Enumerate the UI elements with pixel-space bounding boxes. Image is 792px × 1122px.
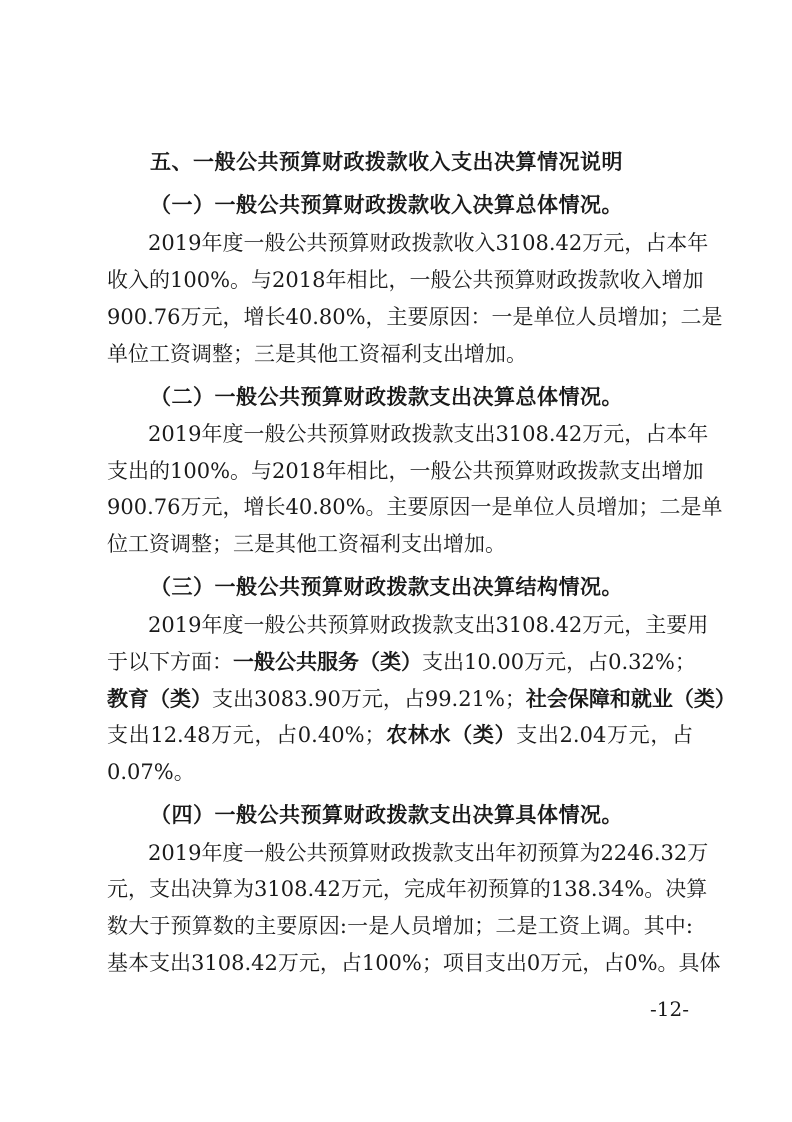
s1-line-3: 900.76万元，增长40.80%，主要原因：一是单位人员增加；二是 [107, 305, 723, 329]
subsection-3-title: （三）一般公共预算财政拨款支出决算结构情况。 [150, 575, 623, 599]
s1-line-1: 2019年度一般公共预算财政拨款收入3108.42万元，占本年 [148, 231, 709, 255]
s3-line-3 [107, 687, 736, 711]
section-heading: 五、一般公共预算财政拨款收入支出决算情况说明 [150, 150, 623, 174]
s4-line-4: 基本支出3108.42万元，占100%；项目支出0万元，占0%。具体 [107, 951, 721, 975]
s1-line-2: 收入的100%。与2018年相比，一般公共预算财政拨款收入增加 [107, 268, 704, 292]
subsection-2-title: （二）一般公共预算财政拨款支出决算总体情况。 [150, 385, 623, 409]
s3-line-2 [107, 650, 696, 674]
s3-line-1: 2019年度一般公共预算财政拨款支出3108.42万元，主要用 [148, 613, 709, 637]
s3-line-2-text-c: 支出10.00万元，占0.32%； [422, 650, 696, 674]
subsection-1-title: （一）一般公共预算财政拨款收入决算总体情况。 [150, 193, 623, 217]
page-number: -12- [650, 997, 689, 1021]
s2-line-2: 支出的100%。与2018年相比，一般公共预算财政拨款支出增加 [107, 459, 704, 483]
s4-line-2: 元，支出决算为3108.42万元，完成年初预算的138.34%。决算 [107, 877, 708, 901]
s3-line-4-text-a: 支出12.48万元，占0.40%； [107, 723, 386, 747]
s3-line-5: 0.07%。 [107, 760, 195, 784]
s2-line-4: 位工资调整；三是其他工资福利支出增加。 [107, 532, 506, 556]
s2-line-3: 900.76万元，增长40.80%。主要原因一是单位人员增加；二是单 [107, 495, 723, 519]
s4-line-1: 2019年度一般公共预算财政拨款支出年初预算为2246.32万 [148, 841, 709, 865]
category-education: 教育（类） [107, 687, 212, 711]
s4-line-3: 数大于预算数的主要原因:一是人员增加；二是工资上调。其中: [107, 914, 693, 938]
s3-line-2-text-a: 于以下方面： [107, 650, 233, 674]
s1-line-4: 单位工资调整；三是其他工资福利支出增加。 [107, 342, 527, 366]
s3-line-4-text-c: 支出2.04万元，占 [516, 723, 693, 747]
category-general-public-services: 一般公共服务（类） [233, 650, 422, 674]
s3-line-4 [107, 725, 693, 746]
category-social-security: 社会保障和就业（类） [525, 687, 736, 711]
s2-line-1: 2019年度一般公共预算财政拨款支出3108.42万元，占本年 [148, 422, 709, 446]
subsection-4-title: （四）一般公共预算财政拨款支出决算具体情况。 [150, 803, 623, 827]
s3-line-3-text-b: 支出3083.90万元，占99.21%； [212, 687, 526, 711]
category-agriculture: 农林水（类） [385, 723, 517, 747]
